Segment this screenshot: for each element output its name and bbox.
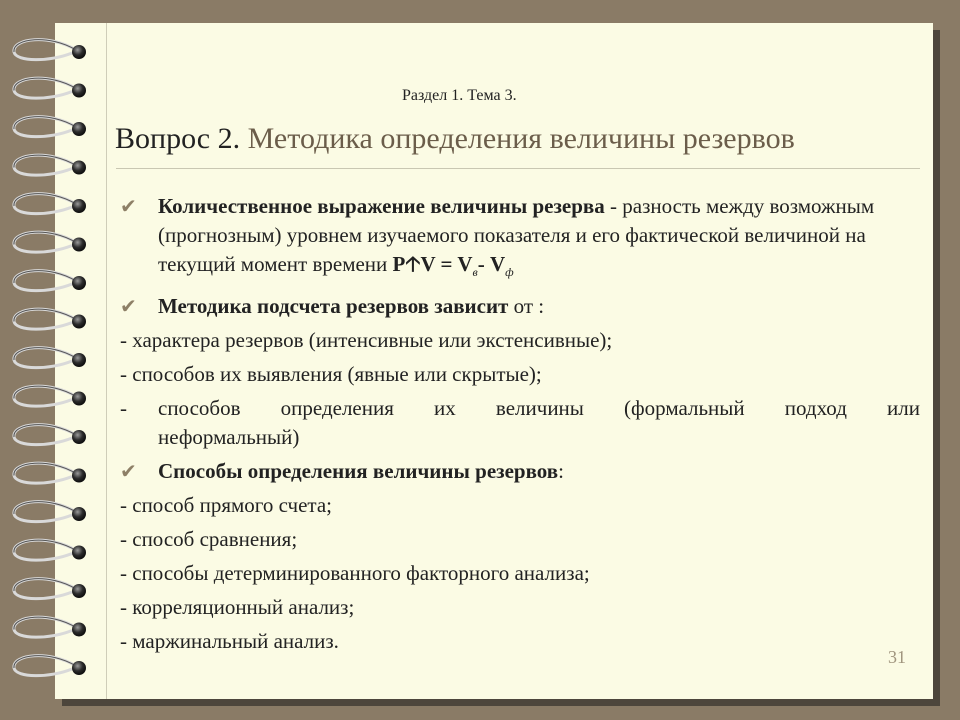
bullet-item <box>120 292 920 321</box>
spiral-ring-icon <box>14 348 86 368</box>
spiral-ring-icon <box>14 656 86 676</box>
spiral-ring-icon <box>14 386 86 406</box>
dependency-item <box>120 394 920 423</box>
method-item: - способ сравнения; <box>120 527 298 552</box>
spiral-ring-icon <box>14 194 86 214</box>
checkmark-icon: ✔ <box>120 294 137 319</box>
spiral-ring-icon <box>14 579 86 599</box>
bullet-bold: Способы определения величины резервов <box>158 459 559 484</box>
slide-content <box>120 192 920 656</box>
title-prefix: Вопрос 2. <box>115 122 241 155</box>
slide-title <box>115 122 795 156</box>
spiral-ring-icon <box>14 117 86 137</box>
spiral-ring-icon <box>14 309 86 329</box>
bullet-item <box>120 192 920 287</box>
dependency-item: - способов их выявления (явные или скрытые); <box>120 362 542 387</box>
spiral-binding <box>0 0 110 720</box>
bullet-bold: Методика подсчета резервов зависит <box>158 294 509 319</box>
spiral-ring-icon <box>14 232 86 252</box>
dependency-line: неформальный) <box>158 425 300 450</box>
dependency-item: - характера резервов (интенсивные или экстенсивные); <box>120 328 613 353</box>
bullet-bold: Количественное выражение величины резерва <box>158 194 605 218</box>
spiral-ring-icon <box>14 40 86 60</box>
method-item: - маржинальный анализ. <box>120 629 339 654</box>
spiral-ring-icon <box>14 463 86 483</box>
formula: P🡡V = $V_в-$ $V_ф$ <box>392 252 514 280</box>
bullet-text: от : <box>508 294 545 319</box>
section-label: Раздел 1. Тема 3. <box>402 87 517 104</box>
title-rule <box>116 168 920 169</box>
spiral-ring-icon <box>14 540 86 560</box>
arrow-up-icon: 🡡 <box>405 252 421 276</box>
dependency-dash: - <box>120 396 127 421</box>
bullet-text: : <box>558 459 564 484</box>
dependency-line: способов определения их величины (формальный подход или <box>158 396 920 421</box>
bullet-item <box>120 457 920 486</box>
spiral-ring-icon <box>14 502 86 522</box>
spiral-ring-icon <box>14 155 86 175</box>
spiral-ring-icon <box>14 78 86 98</box>
method-item: - способ прямого счета; <box>120 493 332 518</box>
checkmark-icon: ✔ <box>120 459 137 484</box>
spiral-ring-icon <box>14 425 86 445</box>
page-number: 31 <box>888 647 906 667</box>
bullet-text: - разность между возможным (прогнозным) уровнем изучаемого показателя и его фактической величиной на текущий момент времени <box>158 194 875 276</box>
method-item: - корреляционный анализ; <box>120 595 355 620</box>
spiral-ring-icon <box>14 271 86 291</box>
title-main: Методика определения величины резервов <box>247 122 795 155</box>
spiral-ring-icon <box>14 617 86 637</box>
checkmark-icon: ✔ <box>120 194 137 218</box>
method-item: - способы детерминированного факторного анализа; <box>120 561 590 586</box>
